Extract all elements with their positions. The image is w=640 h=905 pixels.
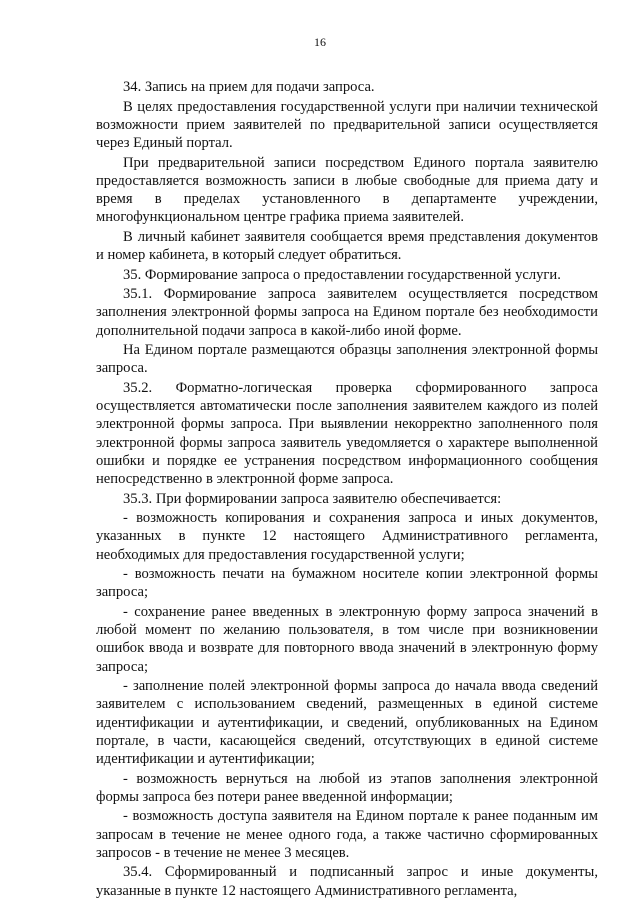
paragraph-35-4: 35.4. Сформированный и подписанный запрос и иные документы, указанные в пункте 12 настоящего Административного регламента, xyxy=(96,864,598,899)
list-item: - сохранение ранее введенных в электронную форму запроса значений в любой момент по желанию пользователя, в том числе при возникновении ошибок ввода и возврате для повторного ввода значений в электронную форму запроса; xyxy=(96,603,598,675)
list-item: - заполнение полей электронной формы запроса до начала ввода сведений заявителем с использованием сведений, размещенных в единой системе идентификации и аутентификации, и сведений, опубликованных на Едином портале, в части, касающейся сведений, отсутствующих в единой системе идентификации и аутентификации; xyxy=(96,678,598,767)
paragraph: На Едином портале размещаются образцы заполнения электронной формы запроса. xyxy=(96,342,598,377)
list-item: - возможность копирования и сохранения запроса и иных документов, указанных в пункте 12 настоящего Административного регламента, необходимых для предоставления государственной услуги; xyxy=(96,510,598,563)
paragraph-35-heading: 35. Формирование запроса о предоставлении государственной услуги. xyxy=(123,266,561,283)
paragraph-35-2: 35.2. Форматно-логическая проверка сформированного запроса осуществляется автоматически после заполнения заявителем каждого из полей электронной формы запроса. При выявлении некорректно заполненного поля электронной формы запроса заявитель уведомляется о характере выполненной ошибки и порядке ее устранения посредством информационного сообщения непосредственно в электронной форме запроса. xyxy=(96,379,598,487)
list-item: - возможность доступа заявителя на Едином портале к ранее поданным им запросам в течение не менее одного года, а также частично сформированных запросов - в течение не менее 3 месяцев. xyxy=(96,808,598,861)
list-item: - возможность вернуться на любой из этапов заполнения электронной формы запроса без потери ранее введенной информации; xyxy=(96,770,598,805)
page-number: 16 xyxy=(314,35,326,49)
paragraph: В личный кабинет заявителя сообщается время представления документов и номер кабинета, в который следует обратиться. xyxy=(96,228,598,263)
list-item: - возможность печати на бумажном носителе копии электронной формы запроса; xyxy=(96,566,598,601)
paragraph: При предварительной записи посредством Единого портала заявителю предоставляется возможность записи в любые свободные для приема дату и время в пределах установленного в департаменте учреждении, многофункциональном центре графика приема заявителей. xyxy=(96,154,598,226)
paragraph-34-heading: 34. Запись на прием для подачи запроса. xyxy=(123,79,375,95)
document-body xyxy=(96,78,598,901)
paragraph: В целях предоставления государственной услуги при наличии технической возможности прием заявителей по предварительной записи осуществляется через Единый портал. xyxy=(96,98,598,151)
paragraph-35-3: 35.3. При формировании запроса заявителю обеспечивается: xyxy=(123,490,502,507)
paragraph-35-1: 35.1. Формирование запроса заявителем осуществляется посредством заполнения электронной формы запроса на Едином портале без необходимости дополнительной подачи запроса в какой-либо иной форме. xyxy=(96,286,598,339)
